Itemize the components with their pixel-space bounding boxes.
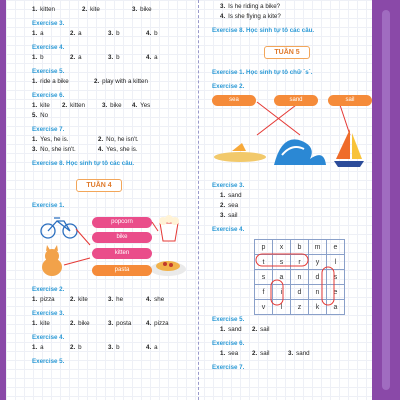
exercise-title: Exercise 6. — [32, 92, 65, 99]
exercise-title: Exercise 5. — [32, 358, 65, 365]
left-column — [32, 0, 192, 365]
answer: Yes — [140, 102, 151, 109]
answer-row: 5. No — [32, 112, 49, 119]
answer: a — [40, 30, 44, 37]
grid-cell: p — [255, 240, 273, 255]
answer-row: 3. Is he riding a bike? — [220, 3, 281, 10]
answer: b — [40, 54, 44, 61]
grid-cell: y — [309, 255, 327, 270]
word-search-grid — [254, 239, 345, 315]
answer: bike — [140, 6, 152, 13]
kitten-picture — [42, 245, 62, 276]
answer: she — [154, 296, 165, 303]
answer: Is he riding a bike? — [228, 3, 281, 10]
answer-row: 1. sea 2. sail 3. sand — [220, 350, 310, 357]
answer: Yes, she is. — [106, 146, 138, 153]
matching-area — [212, 93, 372, 175]
exercise-title: Exercise 7. — [32, 126, 65, 133]
answer: kite — [40, 320, 50, 327]
grid-cell: l — [273, 300, 291, 315]
exercise-title: Exercise 5. — [212, 316, 245, 323]
answer: kite — [90, 6, 100, 13]
answer: a — [78, 30, 82, 37]
answer-row: 4. Is she flying a kite? — [220, 13, 281, 20]
grid-cell: v — [255, 300, 273, 315]
answer: bike — [110, 102, 122, 109]
answer: a — [154, 54, 158, 61]
answer: sand — [228, 326, 242, 333]
answer: No, she isn't. — [40, 146, 76, 153]
answer-row: 1. a 2. b 3. b 4. a — [32, 344, 158, 351]
answer: Yes, he is. — [40, 136, 69, 143]
answer: sea — [228, 202, 239, 209]
answer: b — [78, 344, 82, 351]
answer: he — [116, 296, 124, 303]
grid-cell: t — [255, 255, 273, 270]
answer: bike — [78, 320, 90, 327]
pasta-picture — [150, 261, 186, 276]
sand-picture — [214, 143, 266, 162]
word-card-sea: sea — [212, 95, 256, 106]
word-search — [212, 233, 372, 309]
answer: b — [116, 54, 120, 61]
grid-cell: e — [327, 285, 345, 300]
grid-cell: z — [291, 300, 309, 315]
matching-area — [32, 209, 192, 279]
answer-row: 1. sand 2. sail — [220, 326, 270, 333]
answer-row: 1. a 2. a 3. b 4. b — [32, 30, 158, 37]
answer-row: 1. sand — [220, 192, 242, 199]
grid-cell: e — [327, 240, 345, 255]
scrollbar-thumb[interactable] — [382, 10, 390, 390]
answer-row: 1. ride a bike 2. play with a kitten — [32, 78, 148, 85]
exercise-title: Exercise 8. Học sinh tự tô các câu. — [212, 27, 315, 34]
word-card-pasta: pasta — [92, 265, 152, 276]
answer: Is she flying a kite? — [228, 13, 281, 20]
word-card-kitten: kitten — [92, 248, 152, 259]
answer: play with a kitten — [102, 78, 148, 85]
grid-cell: k — [309, 300, 327, 315]
word-card-sand: sand — [274, 95, 318, 106]
popcorn-picture — [159, 215, 179, 241]
answer-key-page — [6, 0, 372, 400]
week-heading: TUẦN 5 — [264, 46, 309, 59]
answer: kitten — [40, 6, 55, 13]
exercise-title: Exercise 3. — [32, 310, 65, 317]
sea-picture — [274, 139, 326, 165]
answer: sand — [228, 192, 242, 199]
week-heading: TUẦN 4 — [76, 179, 121, 192]
answer: pizza — [40, 296, 55, 303]
exercise-title: Exercise 2. — [212, 83, 245, 90]
answer-row: 1. kite 2. kitten 3. bike 4. Yes — [32, 102, 151, 109]
answer: b — [154, 30, 158, 37]
grid-cell: n — [309, 285, 327, 300]
answer: kite — [40, 102, 50, 109]
grid-cell: a — [273, 270, 291, 285]
exercise-title: Exercise 6. — [212, 340, 245, 347]
grid-cell: a — [327, 300, 345, 315]
answer: a — [40, 344, 44, 351]
exercise-title: Exercise 4. — [32, 44, 65, 51]
grid-cell: b — [291, 240, 309, 255]
exercise-title: Exercise 3. — [212, 182, 245, 189]
exercise-title: Exercise 3. — [32, 20, 65, 27]
exercise-title: Exercise 1. — [32, 202, 65, 209]
answer-row: 1. pizza 2. kite 3. he 4. she — [32, 296, 165, 303]
answer: sail — [260, 326, 270, 333]
answer: sand — [296, 350, 310, 357]
answer: sea — [228, 350, 239, 357]
word-card-bike: bike — [92, 232, 152, 243]
answer-row: 3. sail — [220, 212, 238, 219]
exercise-title: Exercise 8. Học sinh tự tô các câu. — [32, 160, 135, 167]
exercise-title: Exercise 5. — [32, 68, 65, 75]
answer-row: 1. b 2. a 3. b 4. a — [32, 54, 158, 61]
answer: b — [116, 344, 120, 351]
answer: posta — [116, 320, 132, 327]
exercise-title: Exercise 1. Học sinh tự tô chữ `s`. — [212, 69, 313, 76]
grid-cell: d — [291, 285, 309, 300]
answer: sail — [260, 350, 270, 357]
bike-picture — [41, 218, 77, 238]
scrollbar[interactable] — [372, 0, 400, 400]
answer: kite — [78, 296, 88, 303]
answer-row: 2. sea — [220, 202, 239, 209]
answer: pizza — [154, 320, 169, 327]
grid-cell: s — [255, 270, 273, 285]
exercise-title: Exercise 4. — [212, 226, 245, 233]
right-column — [212, 0, 372, 371]
grid-cell: s — [273, 255, 291, 270]
grid-cell: f — [255, 285, 273, 300]
grid-cell: r — [291, 255, 309, 270]
answer: a — [154, 344, 158, 351]
exercise-title: Exercise 2. — [32, 286, 65, 293]
exercise-title: Exercise 7. — [212, 364, 245, 371]
grid-cell: l — [327, 255, 345, 270]
answer: sail — [228, 212, 238, 219]
grid-cell: x — [273, 240, 291, 255]
grid-cell: d — [309, 270, 327, 285]
sail-picture — [334, 129, 364, 167]
answer-row: 1. kite 2. bike 3. posta 4. pizza — [32, 320, 169, 327]
answer: a — [78, 54, 82, 61]
answer-row: 3. No, she isn't. 4. Yes, she is. — [32, 146, 138, 153]
answer-row: 1. Yes, he is. 2. No, he isn't. — [32, 136, 139, 143]
answer: No — [40, 112, 49, 119]
grid-cell: m — [309, 240, 327, 255]
word-card-popcorn: popcorn — [92, 217, 152, 228]
exercise-title: Exercise 4. — [32, 334, 65, 341]
grid-cell: s — [327, 270, 345, 285]
answer: ride a bike — [40, 78, 69, 85]
answer: kitten — [70, 102, 85, 109]
answer: No, he isn't. — [106, 136, 139, 143]
grid-cell: i — [273, 285, 291, 300]
ex2-answer-row: 1. kitten 2. kite 3. bike — [32, 6, 152, 13]
word-card-sail: sail — [328, 95, 372, 106]
column-divider — [198, 0, 199, 400]
answer: b — [116, 30, 120, 37]
grid-cell: n — [291, 270, 309, 285]
